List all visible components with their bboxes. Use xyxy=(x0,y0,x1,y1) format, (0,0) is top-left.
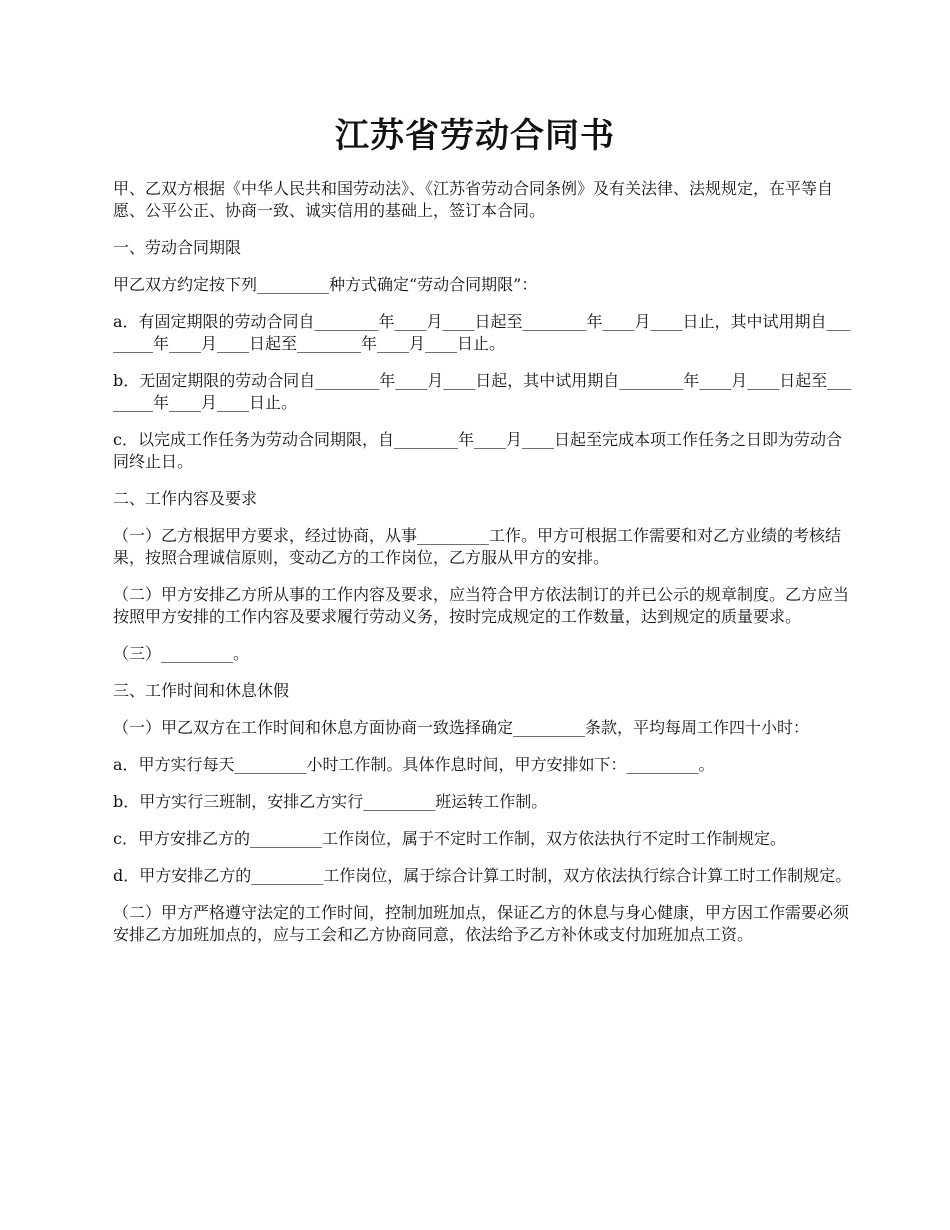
preamble-paragraph: 甲、乙双方根据《中华人民共和国劳动法》、《江苏省劳动合同条例》及有关法律、法规规定，在平等自愿、公平公正、协商一致、诚实信用的基础上，签订本合同。 xyxy=(113,179,834,220)
document-title: 江苏省劳动合同书 xyxy=(335,116,615,156)
section-heading-contract-term: 一、劳动合同期限 xyxy=(113,238,242,257)
working-hours-option-c: c．甲方安排乙方的_________工作岗位，属于不定时工作制，双方依法执行不定时工作制规定。 xyxy=(113,829,786,848)
work-content-clause-1: （一）乙方根据甲方要求，经过协商，从事_________工作。甲方可根据工作需要和对乙方业绩的考核结果，按照合理诚信原则，变动乙方的工作岗位，乙方服从甲方的安排。 xyxy=(113,526,842,567)
term-option-a: a．有固定期限的劳动合同自________年____月____日起至________年____月____日止，其中试用期自________年____月____日起至________年____月____日止。 xyxy=(113,312,851,353)
term-option-b: b．无固定期限的劳动合同自________年____月____日起，其中试用期自________年____月____日起至________年____月____日止。 xyxy=(113,371,852,412)
working-hours-clause-1: （一）甲乙双方在工作时间和休息方面协商一致选择确定_________条款，平均每周工作四十小时： xyxy=(113,718,810,737)
term-method-paragraph: 甲乙双方约定按下列_________种方式确定“劳动合同期限”： xyxy=(113,275,538,294)
work-content-clause-2: （二）甲方安排乙方所从事的工作内容及要求，应当符合甲方依法制订的并已公示的规章制度。乙方应当按照甲方安排的工作内容及要求履行劳动义务，按时完成规定的工作数量，达到规定的质量要求。 xyxy=(113,585,850,626)
section-heading-work-content: 二、工作内容及要求 xyxy=(113,489,258,508)
working-hours-clause-2: （二）甲方严格遵守法定的工作时间，控制加班加点，保证乙方的休息与身心健康，甲方因工作需要必须安排乙方加班加点的，应与工会和乙方协商同意，依法给予乙方补休或支付加班加点工资。 xyxy=(113,903,850,944)
section-heading-working-hours: 三、工作时间和休息休假 xyxy=(113,681,290,700)
working-hours-option-b: b．甲方实行三班制，安排乙方实行_________班运转工作制。 xyxy=(113,792,548,811)
term-option-c: c．以完成工作任务为劳动合同期限，自________年____月____日起至完成本项工作任务之日即为劳动合同终止日。 xyxy=(113,430,842,471)
document-body xyxy=(113,178,853,961)
work-content-clause-3: （三）_________。 xyxy=(113,644,250,663)
working-hours-option-a: a．甲方实行每天_________小时工作制。具体作息时间，甲方安排如下：_________。 xyxy=(113,755,715,774)
working-hours-option-d: d．甲方安排乙方的_________工作岗位，属于综合计算工时制，双方依法执行综合计算工时工作制规定。 xyxy=(113,866,852,885)
